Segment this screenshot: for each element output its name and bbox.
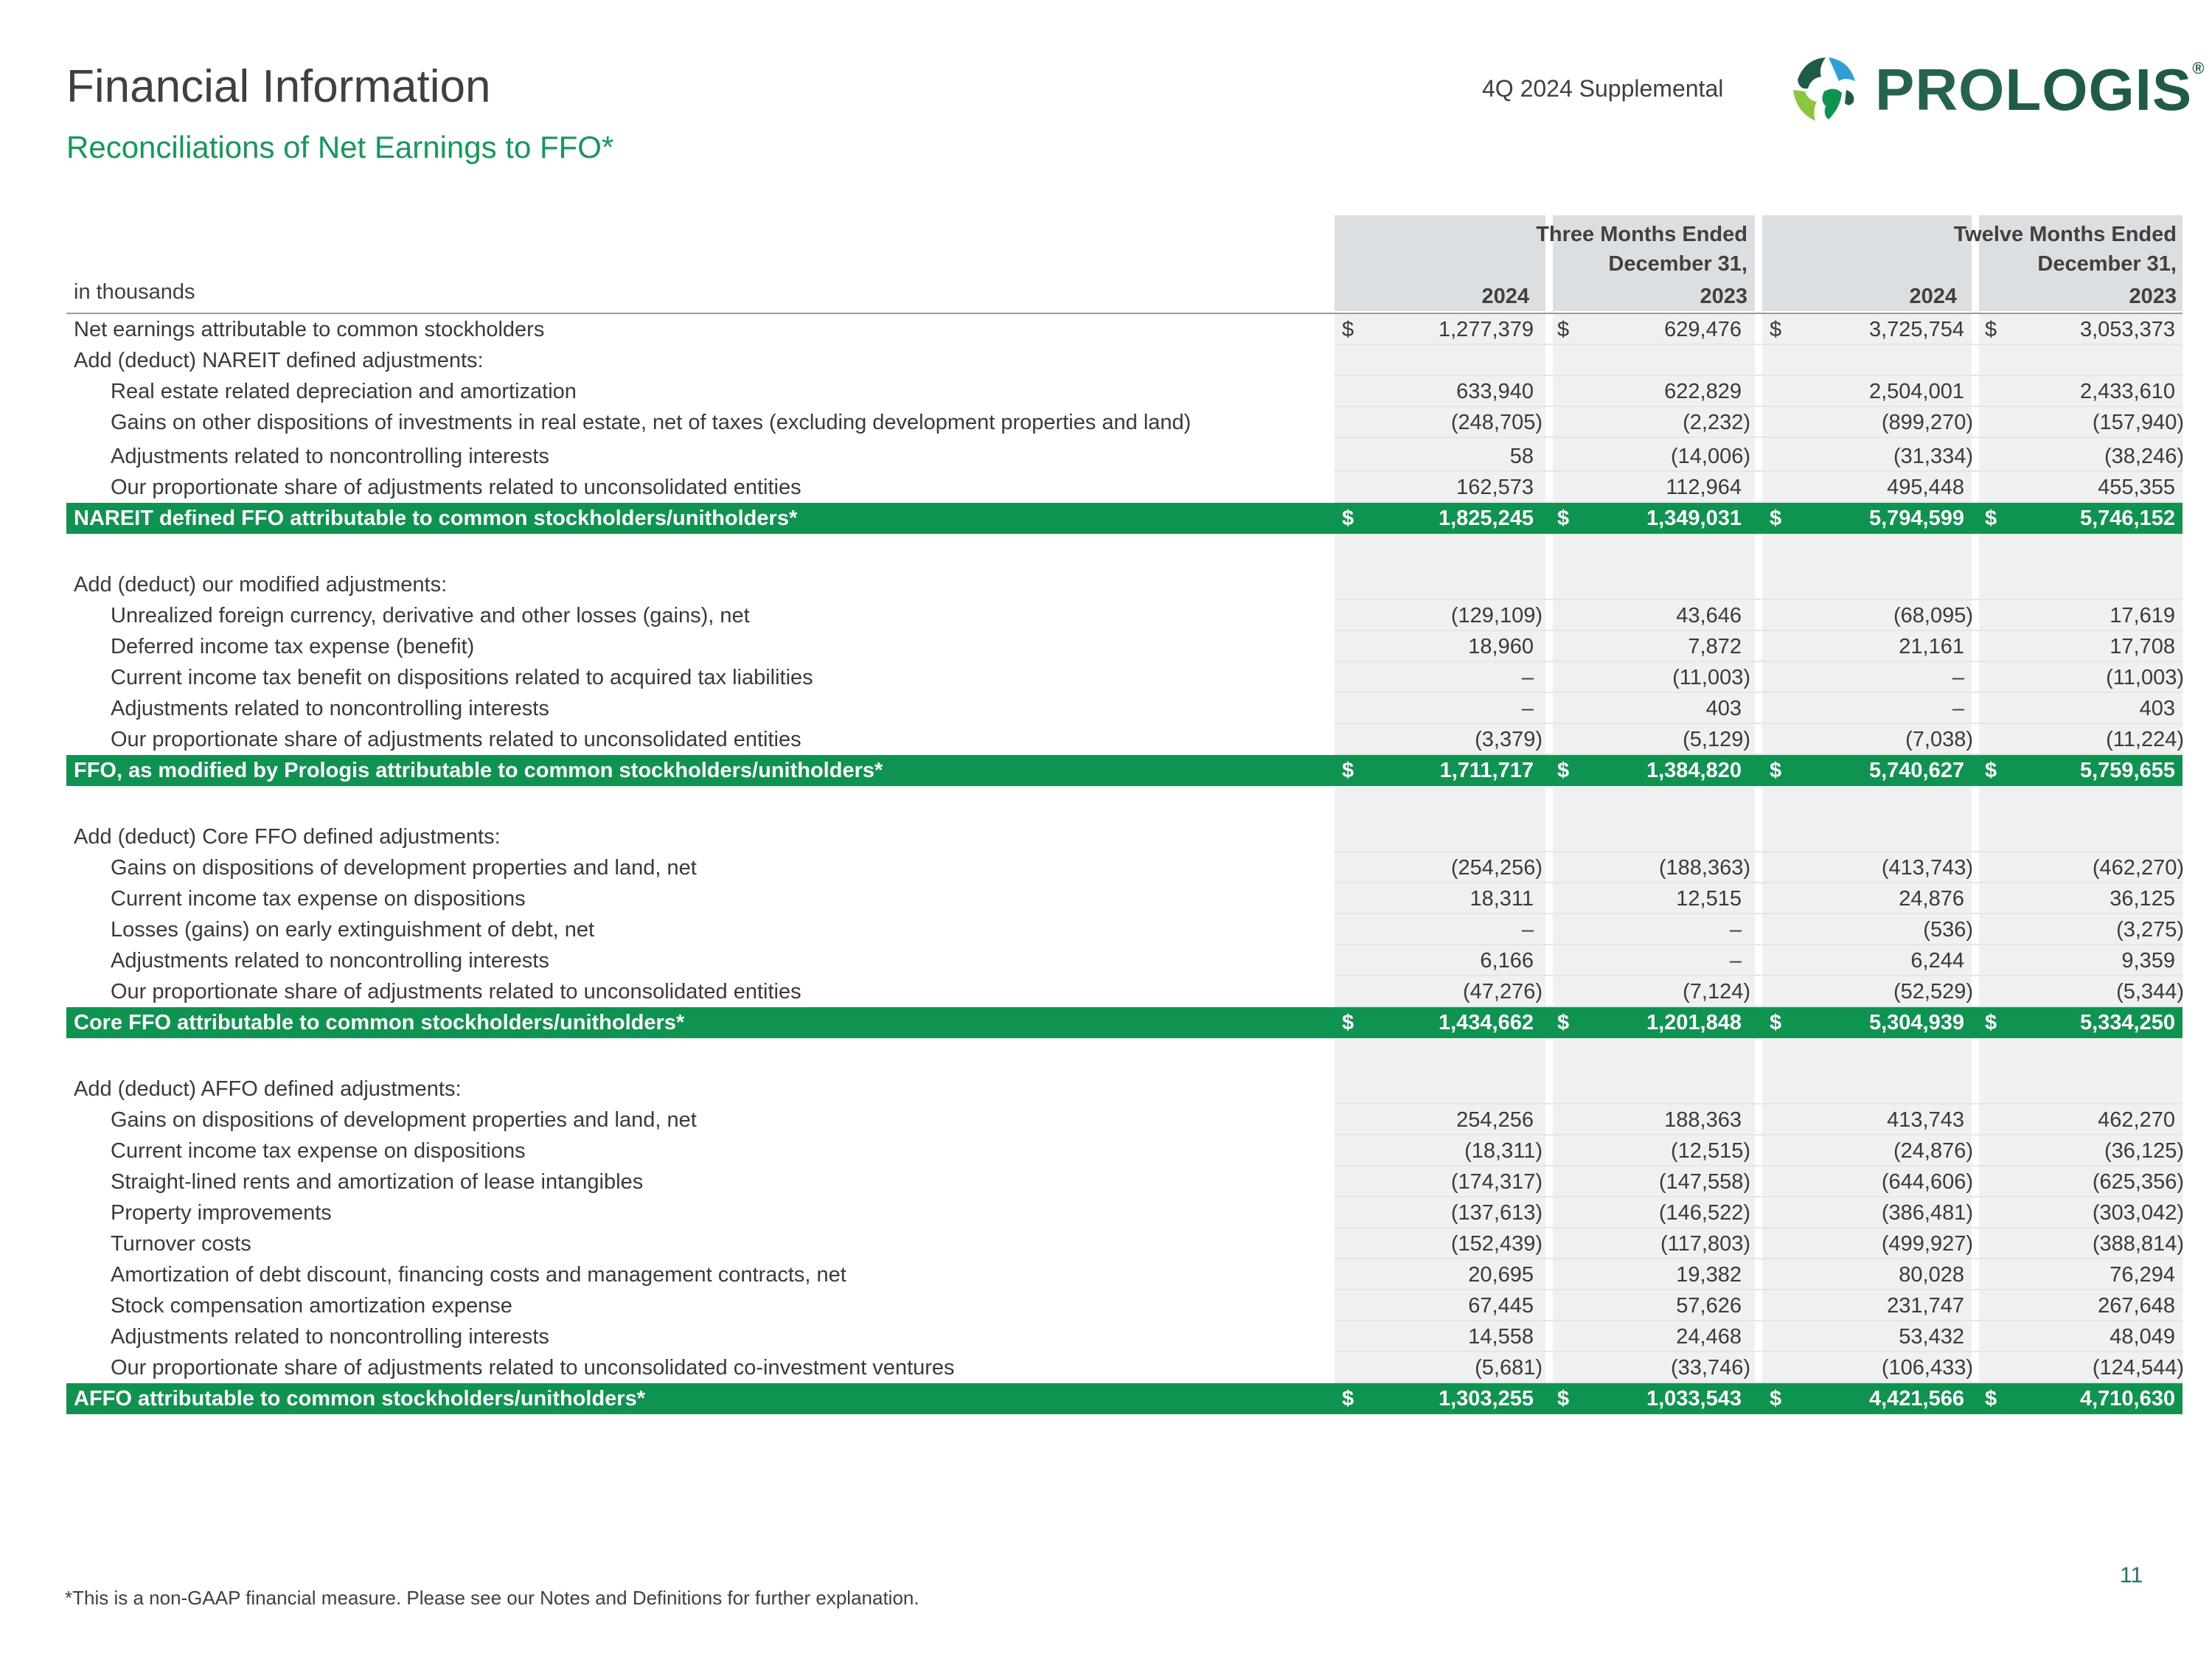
value-cell: 20,695 bbox=[1468, 1263, 1534, 1287]
registered-mark: ® bbox=[2192, 59, 2205, 77]
table-row bbox=[66, 631, 2183, 662]
table-row bbox=[66, 569, 2183, 600]
value-cell: 231,747 bbox=[1887, 1294, 1964, 1318]
value-cell: (12,515) bbox=[1670, 1139, 1750, 1163]
page-number: 11 bbox=[2120, 1563, 2143, 1587]
value-cell: 5,740,627 bbox=[1868, 759, 1964, 782]
value-cell: – bbox=[1521, 697, 1534, 720]
value-cell: 462,270 bbox=[2098, 1108, 2175, 1132]
group-header-three-months: Three Months Ended bbox=[1536, 223, 1747, 246]
dollar-sign: $ bbox=[1770, 507, 1782, 530]
value-cell: (644,606) bbox=[1881, 1170, 1973, 1194]
value-cell: (7,124) bbox=[1683, 980, 1750, 1004]
table-row bbox=[66, 1321, 2183, 1352]
value-cell: (248,705) bbox=[1450, 411, 1543, 434]
value-cell: 1,201,848 bbox=[1646, 1011, 1742, 1034]
footnote: *This is a non-GAAP financial measure. Please see our Notes and Definitions for further explanation. bbox=[65, 1587, 919, 1609]
value-cell: (7,038) bbox=[1905, 728, 1973, 751]
value-cell: 43,646 bbox=[1676, 604, 1742, 627]
row-label: Add (deduct) Core FFO defined adjustments: bbox=[74, 825, 501, 849]
value-cell: – bbox=[1521, 666, 1534, 689]
prologis-logo bbox=[1775, 46, 2205, 134]
value-cell: 1,711,717 bbox=[1439, 759, 1534, 782]
value-cell: 455,355 bbox=[2098, 476, 2175, 499]
table-row bbox=[66, 1038, 2183, 1069]
value-cell: (11,003) bbox=[2106, 666, 2184, 689]
value-cell: (117,803) bbox=[1660, 1232, 1750, 1256]
row-label: Adjustments related to noncontrolling interests bbox=[111, 1325, 549, 1349]
table-row bbox=[66, 883, 2183, 914]
value-cell: (38,246) bbox=[2104, 445, 2184, 468]
value-cell: (413,743) bbox=[1881, 856, 1973, 880]
value-cell: 67,445 bbox=[1468, 1294, 1534, 1318]
table-row bbox=[66, 852, 2183, 883]
table-row bbox=[66, 1105, 2183, 1135]
dollar-sign: $ bbox=[1985, 1011, 1997, 1034]
value-cell: (106,433) bbox=[1881, 1356, 1973, 1380]
value-cell: (5,681) bbox=[1475, 1356, 1543, 1380]
supplemental-label: 4Q 2024 Supplemental bbox=[1482, 75, 1724, 102]
value-cell: 403 bbox=[1705, 697, 1742, 720]
value-cell: 2,504,001 bbox=[1868, 380, 1964, 403]
globe-logo-icon bbox=[1783, 49, 1864, 130]
value-cell: 403 bbox=[2139, 697, 2175, 720]
value-cell: 495,448 bbox=[1887, 476, 1964, 499]
value-cell: 6,244 bbox=[1910, 949, 1964, 973]
value-cell: 14,558 bbox=[1468, 1325, 1534, 1349]
value-cell: 6,166 bbox=[1480, 949, 1534, 973]
value-cell: (129,109) bbox=[1450, 604, 1543, 627]
value-cell: 629,476 bbox=[1664, 318, 1742, 341]
value-cell: 9,359 bbox=[2121, 949, 2175, 973]
value-cell: – bbox=[1729, 918, 1742, 942]
dollar-sign: $ bbox=[1770, 1011, 1782, 1034]
year-header-twelve-2023: 2023 bbox=[2129, 285, 2177, 308]
table-row bbox=[66, 534, 2183, 565]
row-label: Add (deduct) our modified adjustments: bbox=[74, 573, 448, 597]
value-cell: (11,003) bbox=[1672, 666, 1750, 689]
row-label: AFFO attributable to common stockholders/unitholders* bbox=[74, 1387, 645, 1411]
table-row bbox=[66, 821, 2183, 852]
value-cell: 18,311 bbox=[1470, 887, 1534, 911]
value-cell: – bbox=[1521, 918, 1534, 942]
dollar-sign: $ bbox=[1985, 318, 1997, 341]
value-cell: (47,276) bbox=[1462, 980, 1543, 1004]
value-cell: 2,433,610 bbox=[2079, 380, 2175, 403]
value-cell: 3,725,754 bbox=[1868, 318, 1964, 341]
total-row bbox=[66, 1383, 2183, 1414]
table-row bbox=[66, 407, 2183, 438]
value-cell: (499,927) bbox=[1881, 1232, 1973, 1256]
dollar-sign: $ bbox=[1557, 759, 1570, 782]
dollar-sign: $ bbox=[1342, 507, 1354, 530]
value-cell: (24,876) bbox=[1893, 1139, 1973, 1163]
group-header-twelve-months-date: December 31, bbox=[2037, 252, 2177, 276]
value-cell: 5,334,250 bbox=[2079, 1011, 2175, 1034]
table-row bbox=[66, 976, 2183, 1007]
value-cell: 18,960 bbox=[1468, 635, 1534, 658]
logo-text-bold: PRO bbox=[1875, 57, 2006, 122]
table-row bbox=[66, 600, 2183, 631]
table-row bbox=[66, 1074, 2183, 1105]
row-label: Gains on dispositions of development properties and land, net bbox=[111, 856, 697, 880]
row-label: Our proportionate share of adjustments related to unconsolidated entities bbox=[111, 728, 801, 751]
value-cell: 1,434,662 bbox=[1438, 1011, 1534, 1034]
dollar-sign: $ bbox=[1770, 759, 1782, 782]
value-cell: (899,270) bbox=[1881, 411, 1973, 434]
value-cell: 19,382 bbox=[1676, 1263, 1742, 1287]
value-cell: (174,317) bbox=[1450, 1170, 1543, 1194]
value-cell: (5,344) bbox=[2116, 980, 2184, 1004]
dollar-sign: $ bbox=[1342, 1011, 1354, 1034]
dollar-sign: $ bbox=[1770, 1387, 1782, 1411]
row-label: Adjustments related to noncontrolling interests bbox=[111, 697, 549, 720]
table-row bbox=[66, 1166, 2183, 1197]
value-cell: 48,049 bbox=[2110, 1325, 2175, 1349]
row-label: Add (deduct) AFFO defined adjustments: bbox=[74, 1077, 462, 1101]
value-cell: 1,384,820 bbox=[1646, 759, 1742, 782]
value-cell: 76,294 bbox=[2110, 1263, 2175, 1287]
value-cell: 58 bbox=[1509, 445, 1534, 468]
value-cell: (388,814) bbox=[2092, 1232, 2184, 1256]
value-cell: 254,256 bbox=[1456, 1108, 1534, 1132]
table-row bbox=[66, 1228, 2183, 1259]
table-row bbox=[66, 376, 2183, 407]
dollar-sign: $ bbox=[1985, 759, 1997, 782]
dollar-sign: $ bbox=[1557, 318, 1570, 341]
dollar-sign: $ bbox=[1557, 1387, 1570, 1411]
value-cell: (536) bbox=[1923, 918, 1973, 942]
value-cell: 188,363 bbox=[1664, 1108, 1742, 1132]
value-cell: (625,356) bbox=[2092, 1170, 2184, 1194]
table-row bbox=[66, 1259, 2183, 1290]
value-cell: 622,829 bbox=[1664, 380, 1742, 403]
row-label: Real estate related depreciation and amortization bbox=[111, 380, 577, 403]
value-cell: (157,940) bbox=[2092, 411, 2184, 434]
value-cell: 162,573 bbox=[1456, 476, 1534, 499]
value-cell: – bbox=[1952, 697, 1964, 720]
unit-label: in thousands bbox=[74, 280, 195, 304]
table-row bbox=[66, 345, 2183, 376]
dollar-sign: $ bbox=[1557, 507, 1570, 530]
year-header-three-2023: 2023 bbox=[1700, 285, 1747, 308]
total-row bbox=[66, 755, 2183, 786]
dollar-sign: $ bbox=[1770, 318, 1782, 341]
table-row bbox=[66, 914, 2183, 945]
value-cell: – bbox=[1729, 949, 1742, 973]
row-label: Deferred income tax expense (benefit) bbox=[111, 635, 475, 658]
value-cell: 36,125 bbox=[2110, 887, 2175, 911]
row-label: Property improvements bbox=[111, 1201, 332, 1225]
table-row bbox=[66, 314, 2183, 345]
value-cell: (303,042) bbox=[2092, 1201, 2184, 1225]
value-cell: 4,421,566 bbox=[1868, 1387, 1964, 1411]
value-cell: 17,619 bbox=[2110, 604, 2175, 627]
value-cell: (254,256) bbox=[1450, 856, 1543, 880]
value-cell: 1,349,031 bbox=[1646, 507, 1742, 530]
group-header-twelve-months: Twelve Months Ended bbox=[1953, 223, 2177, 246]
dollar-sign: $ bbox=[1557, 1011, 1570, 1034]
value-cell: – bbox=[1952, 666, 1964, 689]
value-cell: 633,940 bbox=[1456, 380, 1534, 403]
table-row bbox=[66, 472, 2183, 503]
table-row bbox=[66, 1352, 2183, 1383]
value-cell: 1,825,245 bbox=[1438, 507, 1534, 530]
value-cell: 17,708 bbox=[2110, 635, 2175, 658]
year-header-three-2024: 2024 bbox=[1481, 285, 1529, 308]
row-label: Adjustments related to noncontrolling interests bbox=[111, 445, 549, 468]
value-cell: (33,746) bbox=[1670, 1356, 1750, 1380]
value-cell: (462,270) bbox=[2092, 856, 2184, 880]
value-cell: 5,794,599 bbox=[1868, 507, 1964, 530]
row-label: Our proportionate share of adjustments related to unconsolidated entities bbox=[111, 980, 801, 1004]
value-cell: (14,006) bbox=[1670, 445, 1750, 468]
value-cell: (11,224) bbox=[2106, 728, 2184, 751]
dollar-sign: $ bbox=[1342, 318, 1354, 341]
table-row bbox=[66, 786, 2183, 817]
value-cell: (124,544) bbox=[2092, 1356, 2184, 1380]
value-cell: (5,129) bbox=[1683, 728, 1750, 751]
table-row bbox=[66, 693, 2183, 724]
total-row bbox=[66, 1007, 2183, 1038]
row-label: Amortization of debt discount, financing costs and management contracts, net bbox=[111, 1263, 846, 1287]
value-cell: (146,522) bbox=[1658, 1201, 1750, 1225]
row-label: Gains on other dispositions of investments in real estate, net of taxes (excluding development properties and land) bbox=[111, 411, 1192, 434]
value-cell: (2,232) bbox=[1683, 411, 1750, 434]
value-cell: 5,759,655 bbox=[2079, 759, 2175, 782]
row-label: Adjustments related to noncontrolling interests bbox=[111, 949, 549, 973]
dollar-sign: $ bbox=[1985, 1387, 1997, 1411]
value-cell: (18,311) bbox=[1464, 1139, 1543, 1163]
row-label: Add (deduct) NAREIT defined adjustments: bbox=[74, 349, 484, 372]
value-cell: 112,964 bbox=[1666, 476, 1742, 499]
value-cell: (188,363) bbox=[1658, 856, 1750, 880]
value-cell: 413,743 bbox=[1887, 1108, 1964, 1132]
value-cell: 1,277,379 bbox=[1438, 318, 1534, 341]
value-cell: 24,876 bbox=[1899, 887, 1964, 911]
value-cell: 5,304,939 bbox=[1868, 1011, 1964, 1034]
total-row bbox=[66, 503, 2183, 534]
value-cell: (31,334) bbox=[1893, 445, 1973, 468]
table-row bbox=[66, 1197, 2183, 1228]
value-cell: 12,515 bbox=[1676, 887, 1742, 911]
row-label: Unrealized foreign currency, derivative and other losses (gains), net bbox=[111, 604, 750, 627]
value-cell: 5,746,152 bbox=[2079, 507, 2175, 530]
value-cell: 21,161 bbox=[1899, 635, 1964, 658]
table-row bbox=[66, 1135, 2183, 1166]
value-cell: (3,379) bbox=[1475, 728, 1543, 751]
value-cell: 7,872 bbox=[1688, 635, 1742, 658]
table-row bbox=[66, 662, 2183, 693]
table-row bbox=[66, 441, 2183, 472]
row-label: Core FFO attributable to common stockholders/unitholders* bbox=[74, 1011, 685, 1034]
logo-text-light: LOGIS bbox=[2005, 57, 2193, 122]
dollar-sign: $ bbox=[1342, 1387, 1354, 1411]
value-cell: 1,303,255 bbox=[1438, 1387, 1534, 1411]
group-header-three-months-date: December 31, bbox=[1608, 252, 1747, 276]
row-label: FFO, as modified by Prologis attributable to common stockholders/unitholders* bbox=[74, 759, 883, 782]
value-cell: 24,468 bbox=[1676, 1325, 1742, 1349]
value-cell: (147,558) bbox=[1658, 1170, 1750, 1194]
page-subtitle: Reconciliations of Net Earnings to FFO* bbox=[66, 130, 614, 164]
table-row bbox=[66, 1290, 2183, 1321]
value-cell: 267,648 bbox=[2098, 1294, 2175, 1318]
value-cell: 4,710,630 bbox=[2079, 1387, 2175, 1411]
row-label: Current income tax expense on dispositions bbox=[111, 1139, 526, 1163]
logo-wordmark bbox=[1875, 56, 2205, 124]
value-cell: (386,481) bbox=[1881, 1201, 1973, 1225]
dollar-sign: $ bbox=[1985, 507, 1997, 530]
value-cell: (52,529) bbox=[1893, 980, 1973, 1004]
value-cell: (3,275) bbox=[2116, 918, 2184, 942]
value-cell: 57,626 bbox=[1676, 1294, 1742, 1318]
table-row bbox=[66, 945, 2183, 976]
row-label: Net earnings attributable to common stockholders bbox=[74, 318, 545, 341]
page-title: Financial Information bbox=[66, 61, 491, 112]
value-cell: (137,613) bbox=[1450, 1201, 1543, 1225]
row-label: Gains on dispositions of development properties and land, net bbox=[111, 1108, 697, 1132]
row-label: Our proportionate share of adjustments related to unconsolidated entities bbox=[111, 476, 801, 499]
dollar-sign: $ bbox=[1342, 759, 1354, 782]
value-cell: 1,033,543 bbox=[1646, 1387, 1742, 1411]
table-row bbox=[66, 724, 2183, 755]
value-cell: 53,432 bbox=[1899, 1325, 1964, 1349]
row-label: Current income tax expense on dispositions bbox=[111, 887, 526, 911]
row-label: Current income tax benefit on dispositions related to acquired tax liabilities bbox=[111, 666, 813, 689]
value-cell: 3,053,373 bbox=[2079, 318, 2175, 341]
row-label: Straight-lined rents and amortization of lease intangibles bbox=[111, 1170, 644, 1194]
row-label: Turnover costs bbox=[111, 1232, 251, 1256]
value-cell: (68,095) bbox=[1893, 604, 1973, 627]
value-cell: (152,439) bbox=[1450, 1232, 1543, 1256]
year-header-twelve-2024: 2024 bbox=[1909, 285, 1957, 308]
row-label: Stock compensation amortization expense bbox=[111, 1294, 512, 1318]
value-cell: (36,125) bbox=[2104, 1139, 2184, 1163]
row-label: Losses (gains) on early extinguishment of debt, net bbox=[111, 918, 595, 942]
row-label: Our proportionate share of adjustments related to unconsolidated co-investment ventures bbox=[111, 1356, 955, 1380]
value-cell: 80,028 bbox=[1899, 1263, 1964, 1287]
row-label: NAREIT defined FFO attributable to common stockholders/unitholders* bbox=[74, 507, 798, 530]
